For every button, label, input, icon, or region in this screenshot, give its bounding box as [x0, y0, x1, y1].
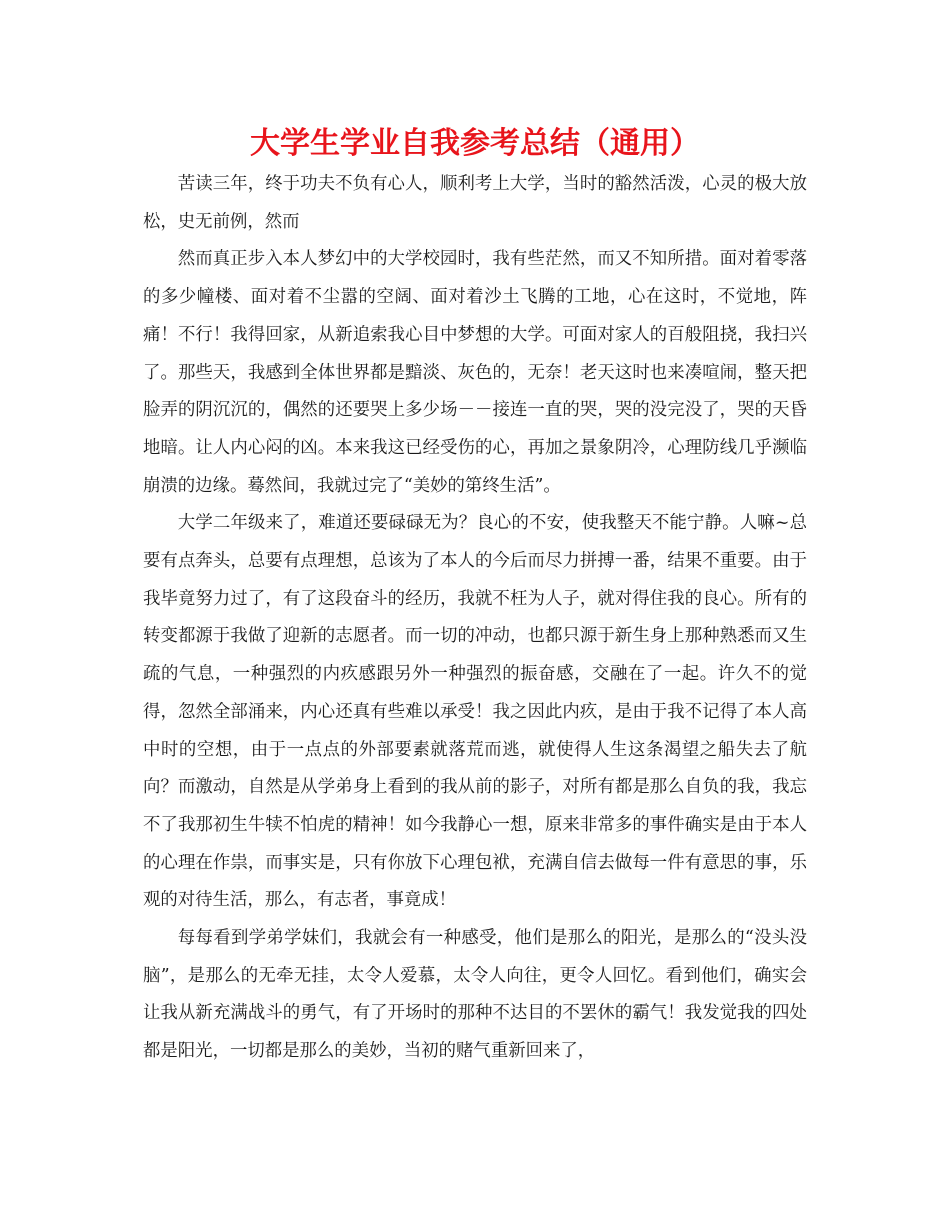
paragraph-2: 然而真正步入本人梦幻中的大学校园时，我有些茫然，而又不知所措。面对着零落的多少幢楼、面对着不尘嚣的空阔、面对着沙土飞腾的工地，心在这时，不觉地，阵痛！不行！我得回家，从新追索我心目中梦想的大学。可面对家人的百般阻挠，我扫兴了。那些天，我感到全体世界都是黯淡、灰色的，无奈！老天这时也来凑喧闹，整天把脸弄的阴沉沉的，偶然的还要哭上多少场－－接连一直的哭，哭的没完没了，哭的天昏地暗。让人内心闷的凶。本来我这已经受伤的心，再加之景象阴冷，心理防线几乎濒临崩溃的边缘。蓦然间，我就过完了“美妙的第终生活”。 [143, 249, 807, 496]
paragraph-1: 苦读三年，终于功夫不负有心人，顺利考上大学，当时的豁然活泼，心灵的极大放松，史无前例，然而 [143, 174, 807, 232]
document-title: 大学生学业自我参考总结（通用） [250, 126, 700, 161]
document-body [143, 166, 807, 1071]
paragraph-4: 每每看到学弟学妹们，我就会有一种感受，他们是那么的阳光，是那么的“没头没脑”，是那么的无牵无挂，太令人爱慕，太令人向往，更令人回忆。看到他们，确实会让我从新充满战斗的勇气，有了开场时的那种不达目的不罢休的霸气！我发觉我的四处都是阳光，一切都是那么的美妙，当初的赌气重新回来了， [143, 928, 807, 1062]
paragraph-3: 大学二年级来了，难道还要碌碌无为？良心的不安，使我整天不能宁静。人嘛~总要有点奔头，总要有点理想，总该为了本人的今后而尽力拼搏一番，结果不重要。由于我毕竟努力过了，有了这段奋斗的经历，我就不枉为人子，就对得住我的良心。所有的转变都源于我做了迎新的志愿者。而一切的冲动，也都只源于新生身上那种熟悉而又生疏的气息，一种强烈的内疚感跟另外一种强烈的振奋感，交融在了一起。许久不的觉得，忽然全部涌来，内心还真有些难以承受！我之因此内疚，是由于我不记得了本人高中时的空想，由于一点点的外部要素就落荒而逃，就使得人生这条渴望之船失去了航向？而激动，自然是从学弟身上看到的我从前的影子，对所有都是那么自负的我，我忘不了我那初生牛犊不怕虎的精神！如今我静心一想，原来非常多的事件确实是由于本人的心理在作祟，而事实是，只有你放下心理包袱，充满自信去做每一件有意思的事，乐观的对待生活，那么，有志者，事竟成！ [143, 513, 807, 911]
